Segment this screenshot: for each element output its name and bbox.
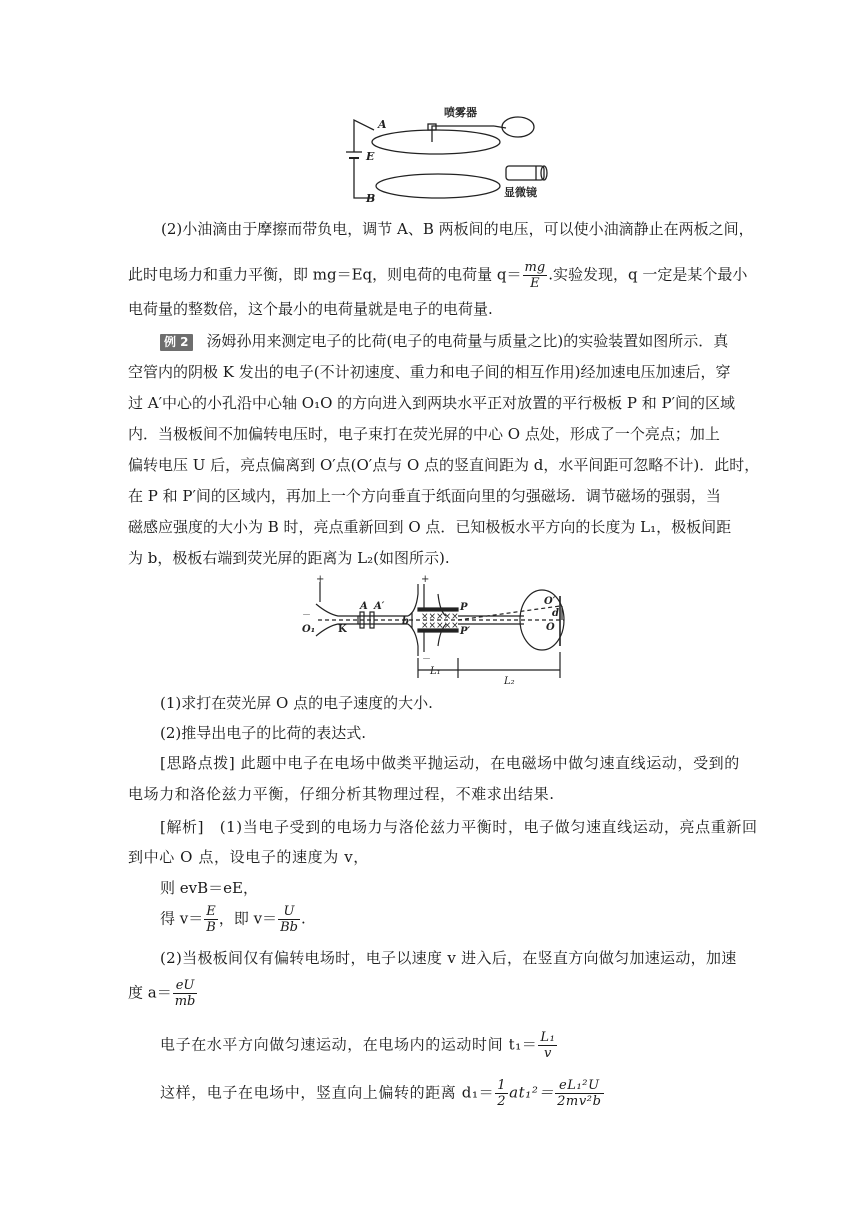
circuit-wire-top <box>354 120 374 152</box>
plate-a <box>372 130 500 154</box>
label-minus-2: － <box>422 655 432 665</box>
example2-line-1: 例 2 汤姆孙用来测定电子的比荷(电子的电荷量与质量之比)的实验装置如图所示．真 <box>160 330 728 351</box>
fraction-eu-over-mb: $\frac{eU}{mb}$ <box>174 978 196 1009</box>
fraction-l1-over-v: $\frac{\text{L₁}}{v}$ <box>540 1030 556 1061</box>
label-o: O <box>546 622 555 633</box>
label-l2: L₂ <box>504 676 515 686</box>
label-e: E <box>366 150 375 163</box>
label-l1: L₁ <box>430 666 441 677</box>
label-p: P <box>460 602 468 613</box>
millikan-line-2-a: 此时电场力和重力平衡，即 mg＝Eq，则电荷的电荷量 q＝ <box>128 265 522 284</box>
example2-line-6: 在 P 和 P′间的区域内，再加上一个方向垂直于纸面向里的匀强磁场．调节磁场的强弱，当 <box>128 487 721 505</box>
equation-velocity: 得 v＝ $\frac{E}{B}$ ，即 v＝ $\frac{U}{Bb}$ . <box>160 904 306 935</box>
label-k: K <box>338 624 347 635</box>
label-p-prime: P′ <box>460 626 471 637</box>
example2-line-5: 偏转电压 U 后，亮点偏离到 O′点(O′点与 O 点的竖直间距为 d，水平间距可忽略不计)．此时， <box>128 456 760 474</box>
cathode-horn <box>316 604 358 636</box>
cross-row-1: ××××× <box>421 612 459 622</box>
analysis-p2-line-2: 度 a＝ $\frac{eU}{mb}$ <box>128 978 196 1009</box>
hint-line-2: 电场力和洛伦兹力平衡，仔细分析其物理过程，不难求出结果. <box>128 785 555 803</box>
label-plus-1: + <box>316 574 325 585</box>
label-a: A <box>378 118 387 131</box>
question-1: (1)求打在荧光屏 O 点的电子速度的大小. <box>160 694 433 712</box>
label-b: b <box>402 616 409 627</box>
oil-drop-apparatus-figure <box>344 100 554 212</box>
plate-p <box>418 608 458 611</box>
example2-line-7: 磁感应强度的大小为 B 时，亮点重新回到 O 点．已知极板水平方向的长度为 L₁，极板间距 <box>128 518 732 536</box>
question-2: (2)推导出电子的比荷的表达式. <box>160 724 367 742</box>
hint-line-1: [思路点拨] 此题中电子在电场中做类平抛运动，在电磁场中做匀速直线运动，受到的 <box>160 754 740 772</box>
label-o1: O₁ <box>302 624 316 635</box>
label-d: d <box>552 608 559 619</box>
fraction-deflection: $\frac{\text{eL₁²U}}{\text{2mv²b}}$ <box>557 1078 602 1109</box>
hint-label: [思路点拨] <box>160 754 236 772</box>
plate-b <box>376 174 500 198</box>
fraction-e-over-b: $\frac{E}{B}$ <box>206 904 216 935</box>
analysis-p3: 电子在水平方向做匀速运动，在电场内的运动时间 t₁＝ $\frac{\text{L₁}}{v}$ <box>160 1030 556 1061</box>
analysis-label: [解析] <box>160 818 205 836</box>
label-a-prime: A′ <box>374 601 385 612</box>
fraction-half: $\frac{1}{2}$ <box>497 1078 507 1109</box>
label-a: A <box>360 601 368 612</box>
example2-line-8: 为 b，极板右端到荧光屏的距离为 L₂(如图所示). <box>128 549 450 567</box>
sprayer-bulb <box>502 117 534 137</box>
label-plus-2: + <box>421 574 430 585</box>
millikan-line-3: 电荷量的整数倍，这个最小的电荷量就是电子的电荷量. <box>128 300 493 318</box>
example2-line-2: 空管内的阴极 K 发出的电子(不计初速度、重力和电子间的相互作用)经加速电压加速后，穿 <box>128 363 731 381</box>
label-sprayer: 喷雾器 <box>444 106 477 119</box>
label-minus-1: － <box>302 611 312 621</box>
millikan-line-2-b: .实验发现，q 一定是某个最小 <box>548 265 748 284</box>
microscope <box>506 166 544 180</box>
label-o-prime: O′ <box>544 596 556 607</box>
analysis-line-1: [解析] (1)当电子受到的电场力与洛伦兹力平衡时，电子做匀速直线运动，亮点重新回 <box>160 818 758 836</box>
label-b: B <box>366 192 376 205</box>
thomson-apparatus-figure <box>298 574 566 686</box>
millikan-line-2 <box>128 260 747 291</box>
fraction-u-over-bb: $\frac{U}{Bb}$ <box>280 904 298 935</box>
deflected-path <box>458 606 560 620</box>
example2-line-3: 过 A′中心的小孔沿中心轴 O₁O 的方向进入到两块水平正对放置的平行极板 P 和 P′间的区域 <box>128 394 736 412</box>
label-microscope: 显微镜 <box>504 186 537 199</box>
equation-evb: 则 evB＝eE， <box>160 879 258 897</box>
millikan-line-1: (2)小油滴由于摩擦而带负电，调节 A、B 两板间的电压，可以使小油滴静止在两板之间， <box>161 220 754 238</box>
analysis-line-2: 到中心 O 点，设电子的速度为 v， <box>128 848 369 866</box>
fraction-mg-over-e: $\frac{mg}{E}$ <box>524 260 546 291</box>
analysis-p2-line-1: (2)当极板间仅有偏转电场时，电子以速度 v 进入后，在竖直方向做匀加速运动，加速 <box>160 949 737 967</box>
example2-line-4: 内．当极板间不加偏转电压时，电子束打在荧光屏的中心 O 点处，形成了一个亮点；加上 <box>128 425 720 443</box>
analysis-p4: 这样，电子在电场中，竖直向上偏转的距离 d₁＝ $\frac{1}{2}$ at₁²＝ $\frac{\text{eL₁²U}}{\text{2mv²b}}$ <box>160 1078 602 1109</box>
example-tag: 例 2 <box>160 334 193 351</box>
cross-row-2: ××××× <box>421 621 459 631</box>
